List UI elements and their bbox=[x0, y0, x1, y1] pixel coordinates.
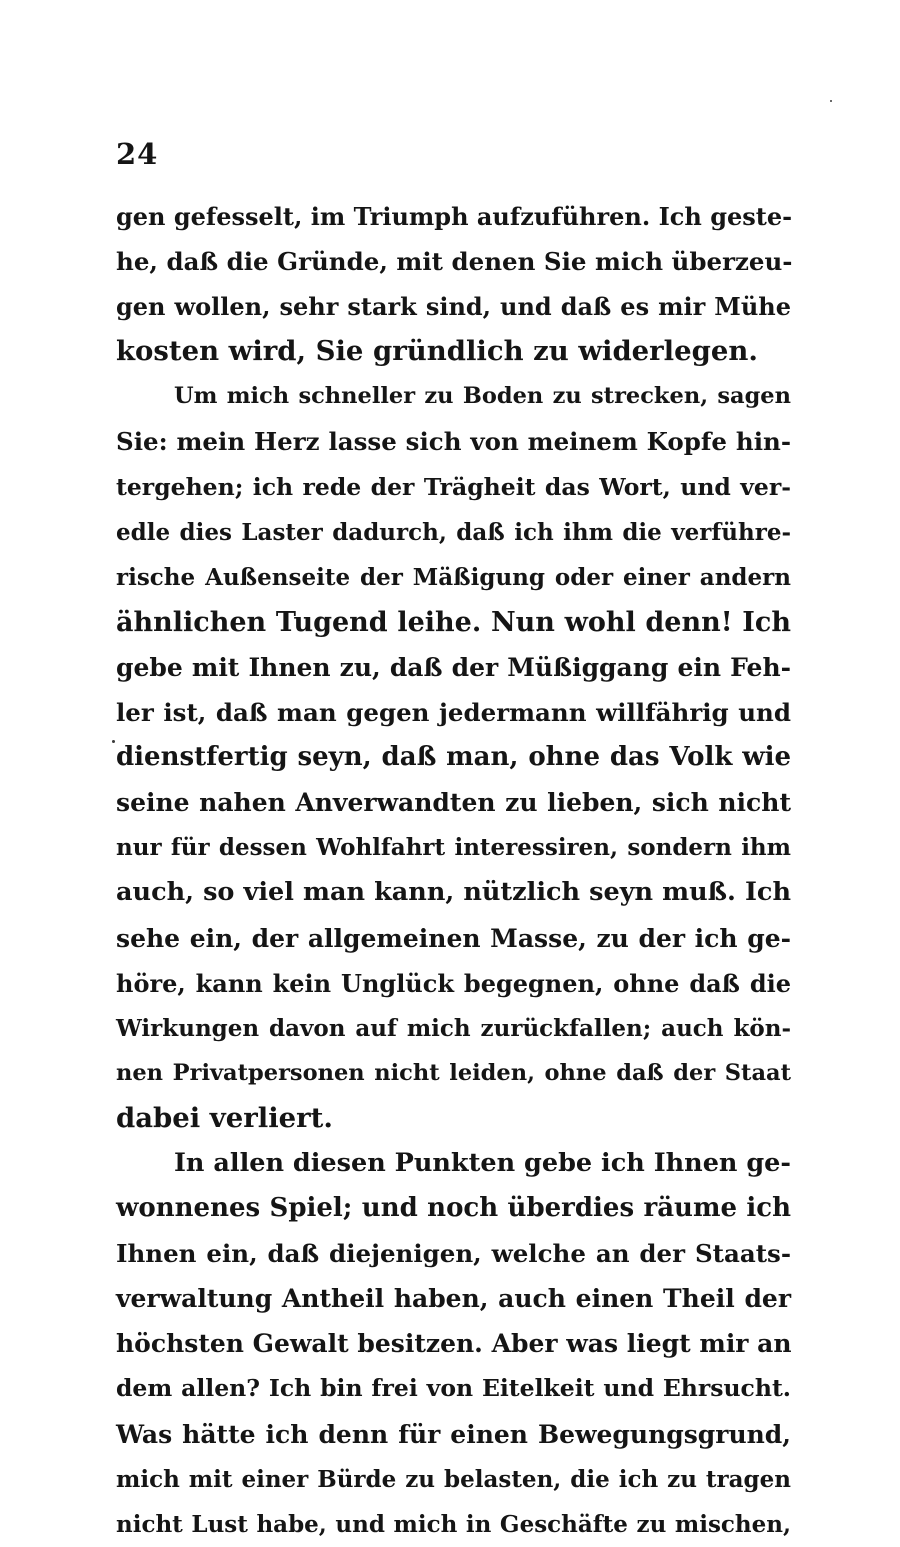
text-line: wonnenes Spiel; und noch überdies räume ich bbox=[116, 1193, 791, 1224]
text-line: gen wollen, sehr stark sind, und daß es mir Mühe bbox=[116, 292, 791, 322]
text-line: Was hätte ich denn für einen Bewegungsgrund, bbox=[116, 1419, 791, 1449]
text-line: rische Außenseite der Mäßigung oder einer andern bbox=[116, 563, 791, 591]
text-line: auch, so viel man kann, nützlich seyn muß. Ich bbox=[116, 877, 791, 908]
text-line: Wirkungen davon auf mich zurückfallen; auch kön- bbox=[116, 1014, 791, 1042]
page-number: 24 bbox=[116, 137, 159, 171]
body-text bbox=[116, 194, 791, 1547]
text-line: ler ist, daß man gegen jedermann willfährig und bbox=[116, 698, 791, 728]
text-line: nicht Lust habe, und mich in Geschäfte zu mischen, bbox=[116, 1510, 791, 1538]
paper-speck bbox=[112, 740, 115, 743]
text-line: gen gefesselt, im Triumph aufzuführen. Ich geste- bbox=[116, 202, 793, 231]
text-line: gebe mit Ihnen zu, daß der Müßiggang ein Feh- bbox=[116, 652, 791, 682]
text-line: seine nahen Anverwandten zu lieben, sich nicht bbox=[116, 788, 791, 818]
text-line: tergehen; ich rede der Trägheit das Wort, und ver- bbox=[116, 472, 791, 501]
text-line: dabei verliert. bbox=[116, 1101, 333, 1134]
text-line: höchsten Gewalt besitzen. Aber was liegt mir an bbox=[116, 1329, 792, 1359]
text-line: mich mit einer Bürde zu belasten, die ich zu tragen bbox=[116, 1465, 791, 1493]
text-line: he, daß die Gründe, mit denen Sie mich überzeu- bbox=[116, 247, 793, 277]
text-line: dienstfertig seyn, daß man, ohne das Volk wie bbox=[116, 742, 791, 773]
text-line: dem allen? Ich bin frei von Eitelkeit und Ehrsucht. bbox=[116, 1374, 791, 1403]
paper-speck bbox=[830, 100, 832, 102]
text-line: Sie: mein Herz lasse sich von meinem Kopfe hin- bbox=[116, 427, 791, 457]
text-line: ähnlichen Tugend leihe. Nun wohl denn! Ich bbox=[116, 606, 791, 638]
text-line: verwaltung Antheil haben, auch einen Theil der bbox=[116, 1284, 791, 1314]
text-line: höre, kann kein Unglück begegnen, ohne daß die bbox=[116, 968, 791, 998]
text-line: kosten wird, Sie gründlich zu widerlegen. bbox=[116, 335, 758, 368]
text-line: Ihnen ein, daß diejenigen, welche an der Staats- bbox=[116, 1239, 791, 1269]
text-line: nen Privatpersonen nicht leiden, ohne daß der Staat bbox=[116, 1059, 791, 1086]
text-line: sehe ein, der allgemeinen Masse, zu der ich ge- bbox=[116, 923, 791, 953]
text-line: nur für dessen Wohlfahrt interessiren, sondern ihm bbox=[116, 834, 791, 862]
text-line: Um mich schneller zu Boden zu strecken, sagen bbox=[174, 383, 791, 410]
text-line: edle dies Laster dadurch, daß ich ihm die verführe- bbox=[116, 518, 791, 546]
text-line: In allen diesen Punkten gebe ich Ihnen ge- bbox=[174, 1147, 791, 1178]
